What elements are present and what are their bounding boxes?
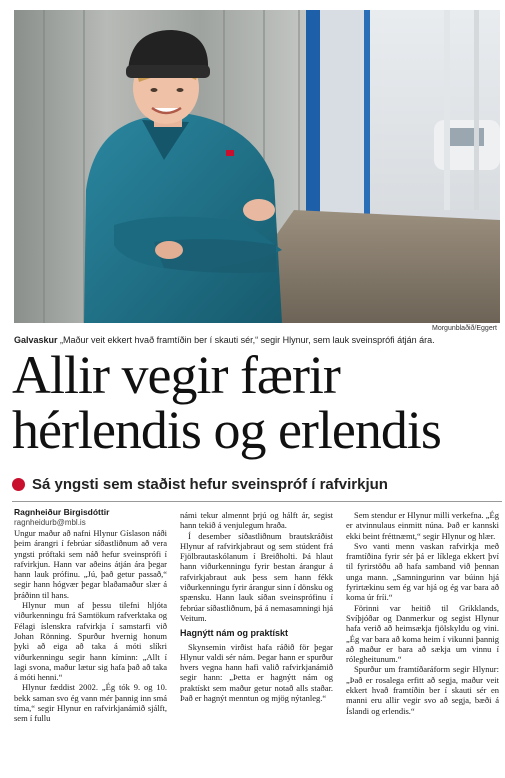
bullet-dot-icon (12, 478, 25, 491)
byline (14, 507, 109, 528)
paragraph: Skynsemin virðist hafa ráðið för þegar Hlynur valdi sér nám. Þegar hann er spurður hvers vegna hann hafi valið rafvirkjanámið segir hann: „Þetta er hagnýtt nám og praktískt sem maður getur notað alls staðar. Það er hagnýt menntun og mjög nýtanleg.“ (180, 641, 333, 704)
paragraph: Hlynur fæddist 2002. „Ég tók 9. og 10. bekk saman svo ég vann mér þannig inn smá tíma,“ segir Hlynur en rafvirkjanámið sjálft, sem í fullu (14, 682, 167, 724)
photo-young-man-in-beanie (14, 10, 500, 323)
column-1 (14, 528, 167, 724)
paragraph: Í desember síðastliðnum brautskráðist Hlynur af rafvirkjabraut og sem stúdent frá Fjölbrautaskólanum í Breiðholti. Þá hlaut hann viðurkenningu fyrir bestan árangur á rafvirkjabraut auk þess sem hann fékk viðurkenningu fyrir árangur sinn í dönsku og spænsku. Hann lauk síðan sveinsprófinu í febrúar síðastliðnum, þá á nemasamningi hjá Veitum. (180, 530, 333, 623)
paragraph: Sem stendur er Hlynur milli verkefna. „Ég er atvinnulaus einmitt núna. Það er kannski ekki beint fréttnæmt,“ segir Hlynur og hlær. (346, 510, 499, 541)
caption-lead: Galvaskur (14, 335, 58, 345)
subheadline (12, 476, 502, 493)
paragraph: Ungur maður að nafni Hlynur Gíslason náði þeim árangri í febrúar síðastliðnum að vera yngsti próftaki sem náð hefur sveinsprófi í rafvirkjun. Hann var aðeins átján ára þegar hann lauk prófinu. „Jú, það getur passað,“ segir hann hógvær þegar blaðamaður slær á þráðinn til hans. (14, 528, 167, 600)
section-divider (12, 501, 502, 502)
section-heading: Hagnýtt nám og praktískt (180, 628, 289, 639)
paragraph: Förinni var heitið til Grikklands, Svíþjóðar og Danmerkur og segist Hlynur hafa verið að heimsækja fjölskyldu og vini. „Ég var bara að koma heim í vikunni þannig að maður er bara að sækja um vinnu í rólegheitunum.“ (346, 602, 499, 665)
photo-credit: Morgunblaðið/Eggert (432, 325, 497, 332)
caption-text: „Maður veit ekkert hvað framtíðin ber í skauti sér,“ segir Hlynur, sem lauk sveinsprófi átján ára. (57, 335, 435, 345)
paragraph: námi tekur almennt þrjú og hálft ár, segist hann tekið á venjulegum hraða. (180, 510, 333, 531)
column-3 (346, 510, 499, 716)
headline-line-2: hérlendis og erlendis (12, 400, 441, 460)
column-2 (180, 510, 333, 703)
author-email: ragnheidurb@mbl.is (14, 518, 86, 527)
paragraph: Spurður um framtíðaráform segir Hlynur: „Það er rosalega erfitt að segja, maður veit ekkert hvað framtíðin ber í skauti sér en manni eru allir vegir svo að segja, bæði á Íslandi og erlendis.“ (346, 664, 499, 716)
author-name: Ragnheiður Birgisdóttir (14, 507, 110, 517)
headline (12, 345, 502, 460)
paragraph: Svo vanti menn vaskan rafvirkja með framtíðina fyrir sér þá er líklega ekkert því til fyrirstöðu að hafa samband við þennan unga mann. „Samningurinn var búinn hjá fyrirtækinu sem ég var hjá og ég var bara að koma úr fríi.“ (346, 540, 499, 603)
article-photo (14, 10, 500, 323)
paragraph: Hlynur mun af þessu tilefni hljóta viðurkenningu frá Samtökum rafverktaka og Félagi íslenskra rafvirkja í samstarfi við Johan Rönning. Spurður hvernig honum þyki að eiga að taka á móti slíkri viðurkenningu segir hann kíminn: „Allt í lagi svona, maður lætur sig hafa það að taka á móti henni.“ (14, 600, 167, 683)
headline-line-1: Allir vegir færir (12, 345, 340, 405)
subheadline-text: Sá yngsti sem staðist hefur sveinspróf í rafvirkjun (32, 476, 388, 493)
